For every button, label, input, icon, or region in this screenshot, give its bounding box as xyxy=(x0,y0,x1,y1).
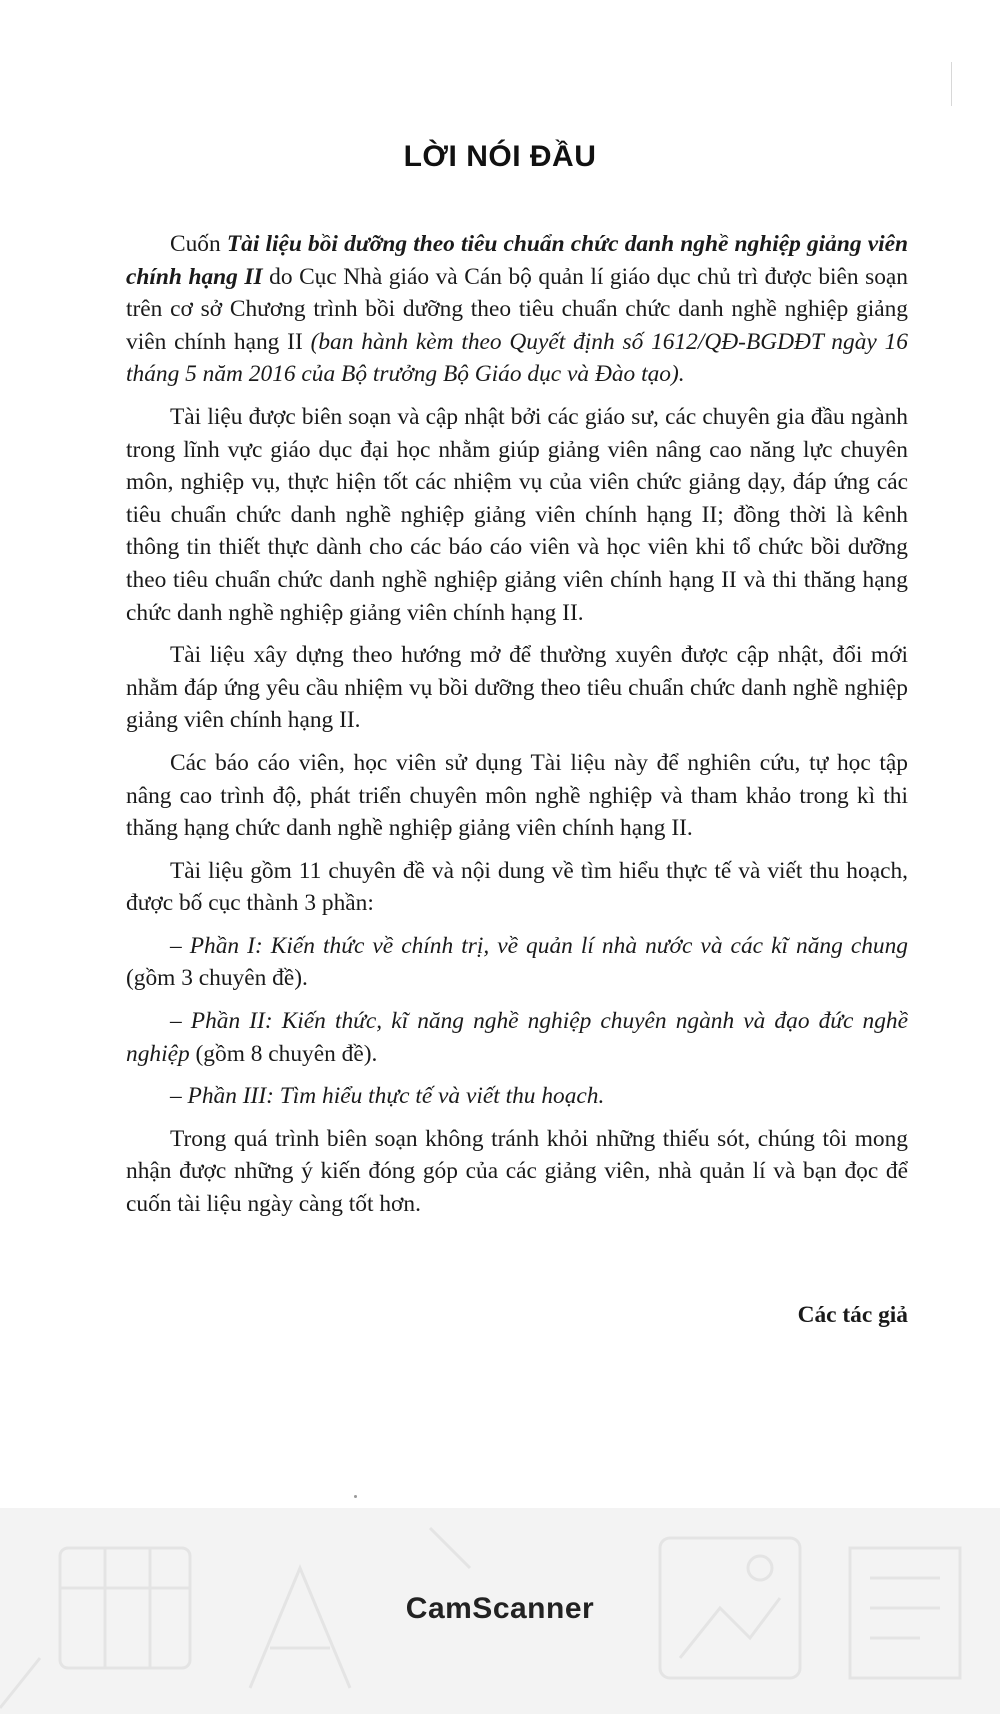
paragraph-5: Tài liệu gồm 11 chuyên đề và nội dung về tìm hiểu thực tế và viết thu hoạch, được bố cục thành 3 phần: xyxy=(126,857,908,917)
signature: Các tác giả xyxy=(797,1302,908,1328)
preface-body xyxy=(126,228,908,1231)
paragraph-2: Tài liệu được biên soạn và cập nhật bởi các giáo sư, các chuyên gia đầu ngành trong lĩnh vực giáo dục đại học nhằm giúp giảng viên nâng cao năng lực chuyên môn, nghiệp vụ, thực hiện tốt các nhiệm vụ của viên chức giảng dạy, đáp ứng các tiêu chuẩn chức danh nghề nghiệp giảng viên chính hạng II; đồng thời là kênh thông tin thiết thực dành cho các báo cáo viên và học viên khi tổ chức bồi dưỡng theo tiêu chuẩn chức danh nghề nghiệp giảng viên chính hạng II và thi thăng hạng chức danh nghề nghiệp giảng viên chính hạng II. xyxy=(126,403,908,626)
part-2-title: – Phần II: Kiến thức, kĩ năng nghề nghiệp chuyên ngành và đạo đức nghề nghiệp xyxy=(126,1008,908,1067)
book-title: Tài liệu bồi dưỡng theo tiêu chuẩn chức danh nghề nghiệp giảng viên chính hạng II xyxy=(126,231,908,290)
paragraph-3: Tài liệu xây dựng theo hướng mở để thường xuyên được cập nhật, đổi mới nhằm đáp ứng yêu cầu nhiệm vụ bồi dưỡng theo tiêu chuẩn chức danh nghề nghiệp giảng viên chính hạng II. xyxy=(126,642,908,734)
part-2 xyxy=(126,1005,908,1070)
paragraph-4: Các báo cáo viên, học viên sử dụng Tài liệu này để nghiên cứu, tự học tập nâng cao trình độ, phát triển chuyên môn nghề nghiệp và tham khảo trong kì thi thăng hạng chức danh nghề nghiệp giảng viên chính hạng II. xyxy=(126,749,908,842)
camscanner-brand: CamScanner xyxy=(405,1592,595,1625)
part-1 xyxy=(126,930,908,995)
page-title: LỜI NÓI ĐẦU xyxy=(403,140,597,173)
part-1-count: (gồm 3 chuyên đề). xyxy=(126,965,308,992)
paragraph-1 xyxy=(126,228,908,391)
scan-speck xyxy=(354,1495,357,1498)
part-1-title: – Phần I: Kiến thức về chính trị, về quản lí nhà nước và các kĩ năng chung xyxy=(170,932,908,959)
part-2-count: (gồm 8 chuyên đề). xyxy=(189,1040,378,1067)
part-3 xyxy=(126,1080,908,1113)
p1-decision: (ban hành kèm theo Quyết định số 1612/QĐ-BGDĐT ngày 16 tháng 5 năm 2016 của Bộ trưởng Bộ Giáo dục và Đào tạo). xyxy=(126,328,908,388)
p1-lead: Cuốn xyxy=(170,231,227,257)
part-3-title: – Phần III: Tìm hiểu thực tế và viết thu hoạch. xyxy=(170,1083,605,1110)
paragraph-6: Trong quá trình biên soạn không tránh khỏi những thiếu sót, chúng tôi mong nhận được những ý kiến đóng góp của các giảng viên, nhà quản lí và bạn đọc để cuốn tài liệu ngày càng tốt hơn. xyxy=(126,1125,908,1218)
scanner-watermark-footer xyxy=(0,1508,1000,1714)
p1-body: do Cục Nhà giáo và Cán bộ quản lí giáo dục chủ trì được biên soạn trên cơ sở Chương trình bồi dưỡng theo tiêu chuẩn chức danh nghề nghiệp giảng viên chính hạng II xyxy=(126,263,909,355)
page-edge-mark xyxy=(951,62,974,106)
